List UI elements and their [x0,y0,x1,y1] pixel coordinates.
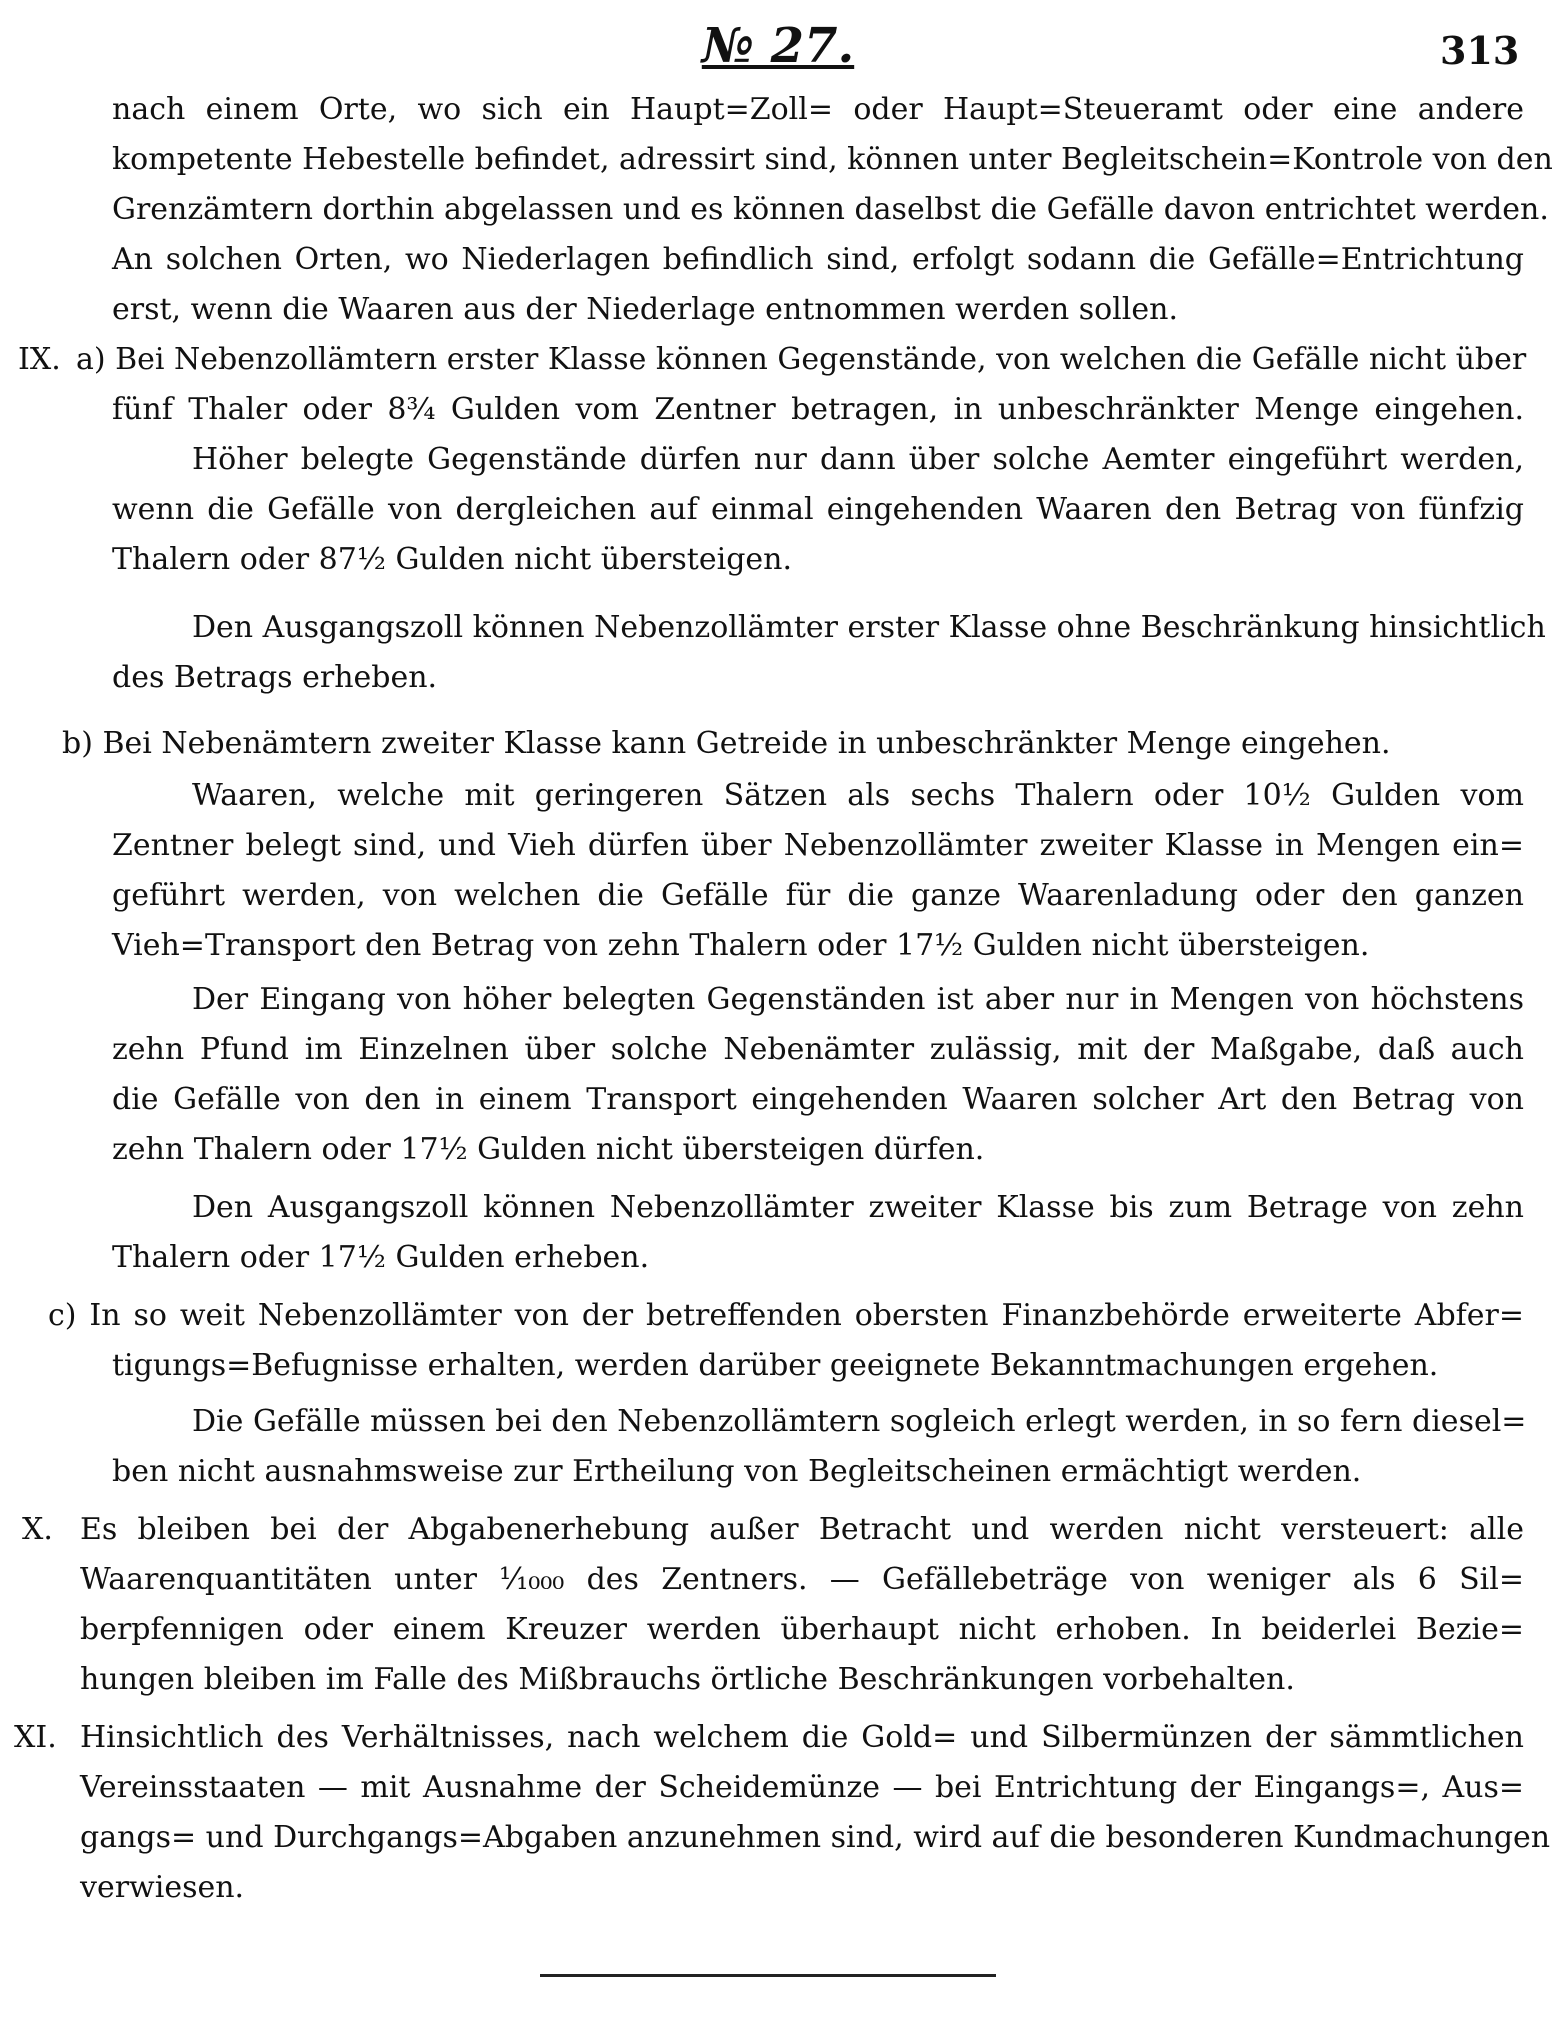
text-line: XI. [14,1720,57,1755]
text-line: nach einem Orte, wo sich ein Haupt=Zoll= oder Haupt=Steueramt oder eine andere [112,92,1524,127]
text-line: c) In so weit Nebenzollämter von der betreffenden obersten Finanzbehörde erweiterte Abfer= [48,1298,1524,1333]
text-line: Waaren, welche mit geringeren Sätzen als sechs Thalern oder 10½ Gulden vom [192,778,1524,813]
text-line: Zentner belegt sind, und Vieh dürfen über Nebenzollämter zweiter Klasse in Mengen ein= [112,828,1524,863]
page-number: 313 [1440,28,1520,73]
text-line: An solchen Orten, wo Niederlagen befindlich sind, erfolgt sodann die Gefälle=Entrichtung [112,242,1524,277]
text-line: berpfennigen oder einem Kreuzer werden überhaupt nicht erhoben. In beiderlei Bezie= [80,1612,1524,1647]
text-line: die Gefälle von den in einem Transport eingehenden Waaren solcher Art den Betrag von [112,1082,1524,1117]
text-line: hungen bleiben im Falle des Mißbrauchs örtliche Beschränkungen vorbehalten. [80,1662,1295,1697]
text-line: gangs= und Durchgangs=Abgaben anzunehmen sind, wird auf die besonderen Kundmachungen [80,1820,1551,1855]
text-line: verwiesen. [80,1870,245,1905]
text-line: Hinsichtlich des Verhältnisses, nach welchem die Gold= und Silbermünzen der sämmtlichen [80,1720,1524,1755]
text-line: Grenzämtern dorthin abgelassen und es können daselbst die Gefälle davon entrichtet werden. [112,192,1549,227]
text-line: erst, wenn die Waaren aus der Niederlage entnommen werden sollen. [112,292,1178,327]
text-line: Thalern oder 17½ Gulden erheben. [112,1240,650,1275]
text-line: tigungs=Befugnisse erhalten, werden darüber geeignete Bekanntmachungen ergehen. [112,1348,1439,1383]
text-line: a) Bei Nebenzollämtern erster Klasse können Gegenstände, von welchen die Gefälle nicht über [76,342,1527,377]
closing-rule [540,1974,996,1977]
text-line: X. [22,1512,53,1547]
text-line: kompetente Hebestelle befindet, adressirt sind, können unter Begleitschein=Kontrole von den [112,142,1553,177]
text-line: b) Bei Nebenämtern zweiter Klasse kann Getreide in unbeschränkter Menge eingehen. [62,726,1391,761]
text-line: IX. [18,342,61,377]
text-line: Vereinsstaaten — mit Ausnahme der Scheidemünze — bei Entrichtung der Eingangs=, Aus= [80,1770,1524,1805]
text-line: ben nicht ausnahmsweise zur Ertheilung von Begleitscheinen ermächtigt werden. [112,1454,1362,1489]
text-line: fünf Thaler oder 8¾ Gulden vom Zentner betragen, in unbeschränkter Menge eingehen. [112,392,1524,427]
text-line: Thalern oder 87½ Gulden nicht übersteigen. [112,542,793,577]
text-line: Den Ausgangszoll können Nebenzollämter erster Klasse ohne Beschränkung hinsichtlich [192,610,1546,645]
text-line: geführt werden, von welchen die Gefälle für die ganze Waarenladung oder den ganzen [112,878,1524,913]
issue-number: № 27. [701,18,855,74]
text-line: Der Eingang von höher belegten Gegenständen ist aber nur in Mengen von höchstens [192,982,1524,1017]
text-line: Vieh=Transport den Betrag von zehn Thalern oder 17½ Gulden nicht übersteigen. [112,928,1370,963]
text-line: Höher belegte Gegenstände dürfen nur dann über solche Aemter eingeführt werden, [192,442,1524,477]
text-line: Die Gefälle müssen bei den Nebenzollämtern sogleich erlegt werden, in so fern diesel= [192,1404,1527,1439]
text-line: zehn Thalern oder 17½ Gulden nicht übersteigen dürfen. [112,1132,985,1167]
text-line: Waarenquantitäten unter ¹⁄₁₀₀₀ des Zentners. — Gefällebeträge von weniger als 6 Sil= [80,1562,1524,1597]
text-line: zehn Pfund im Einzelnen über solche Nebenämter zulässig, mit der Maßgabe, daß auch [112,1032,1524,1067]
text-line: Es bleiben bei der Abgabenerhebung außer Betracht und werden nicht versteuert: alle [80,1512,1524,1547]
text-line: Den Ausgangszoll können Nebenzollämter zweiter Klasse bis zum Betrage von zehn [192,1190,1524,1225]
text-line: wenn die Gefälle von dergleichen auf einmal eingehenden Waaren den Betrag von fünfzig [112,492,1524,527]
text-line: des Betrags erheben. [112,660,438,695]
